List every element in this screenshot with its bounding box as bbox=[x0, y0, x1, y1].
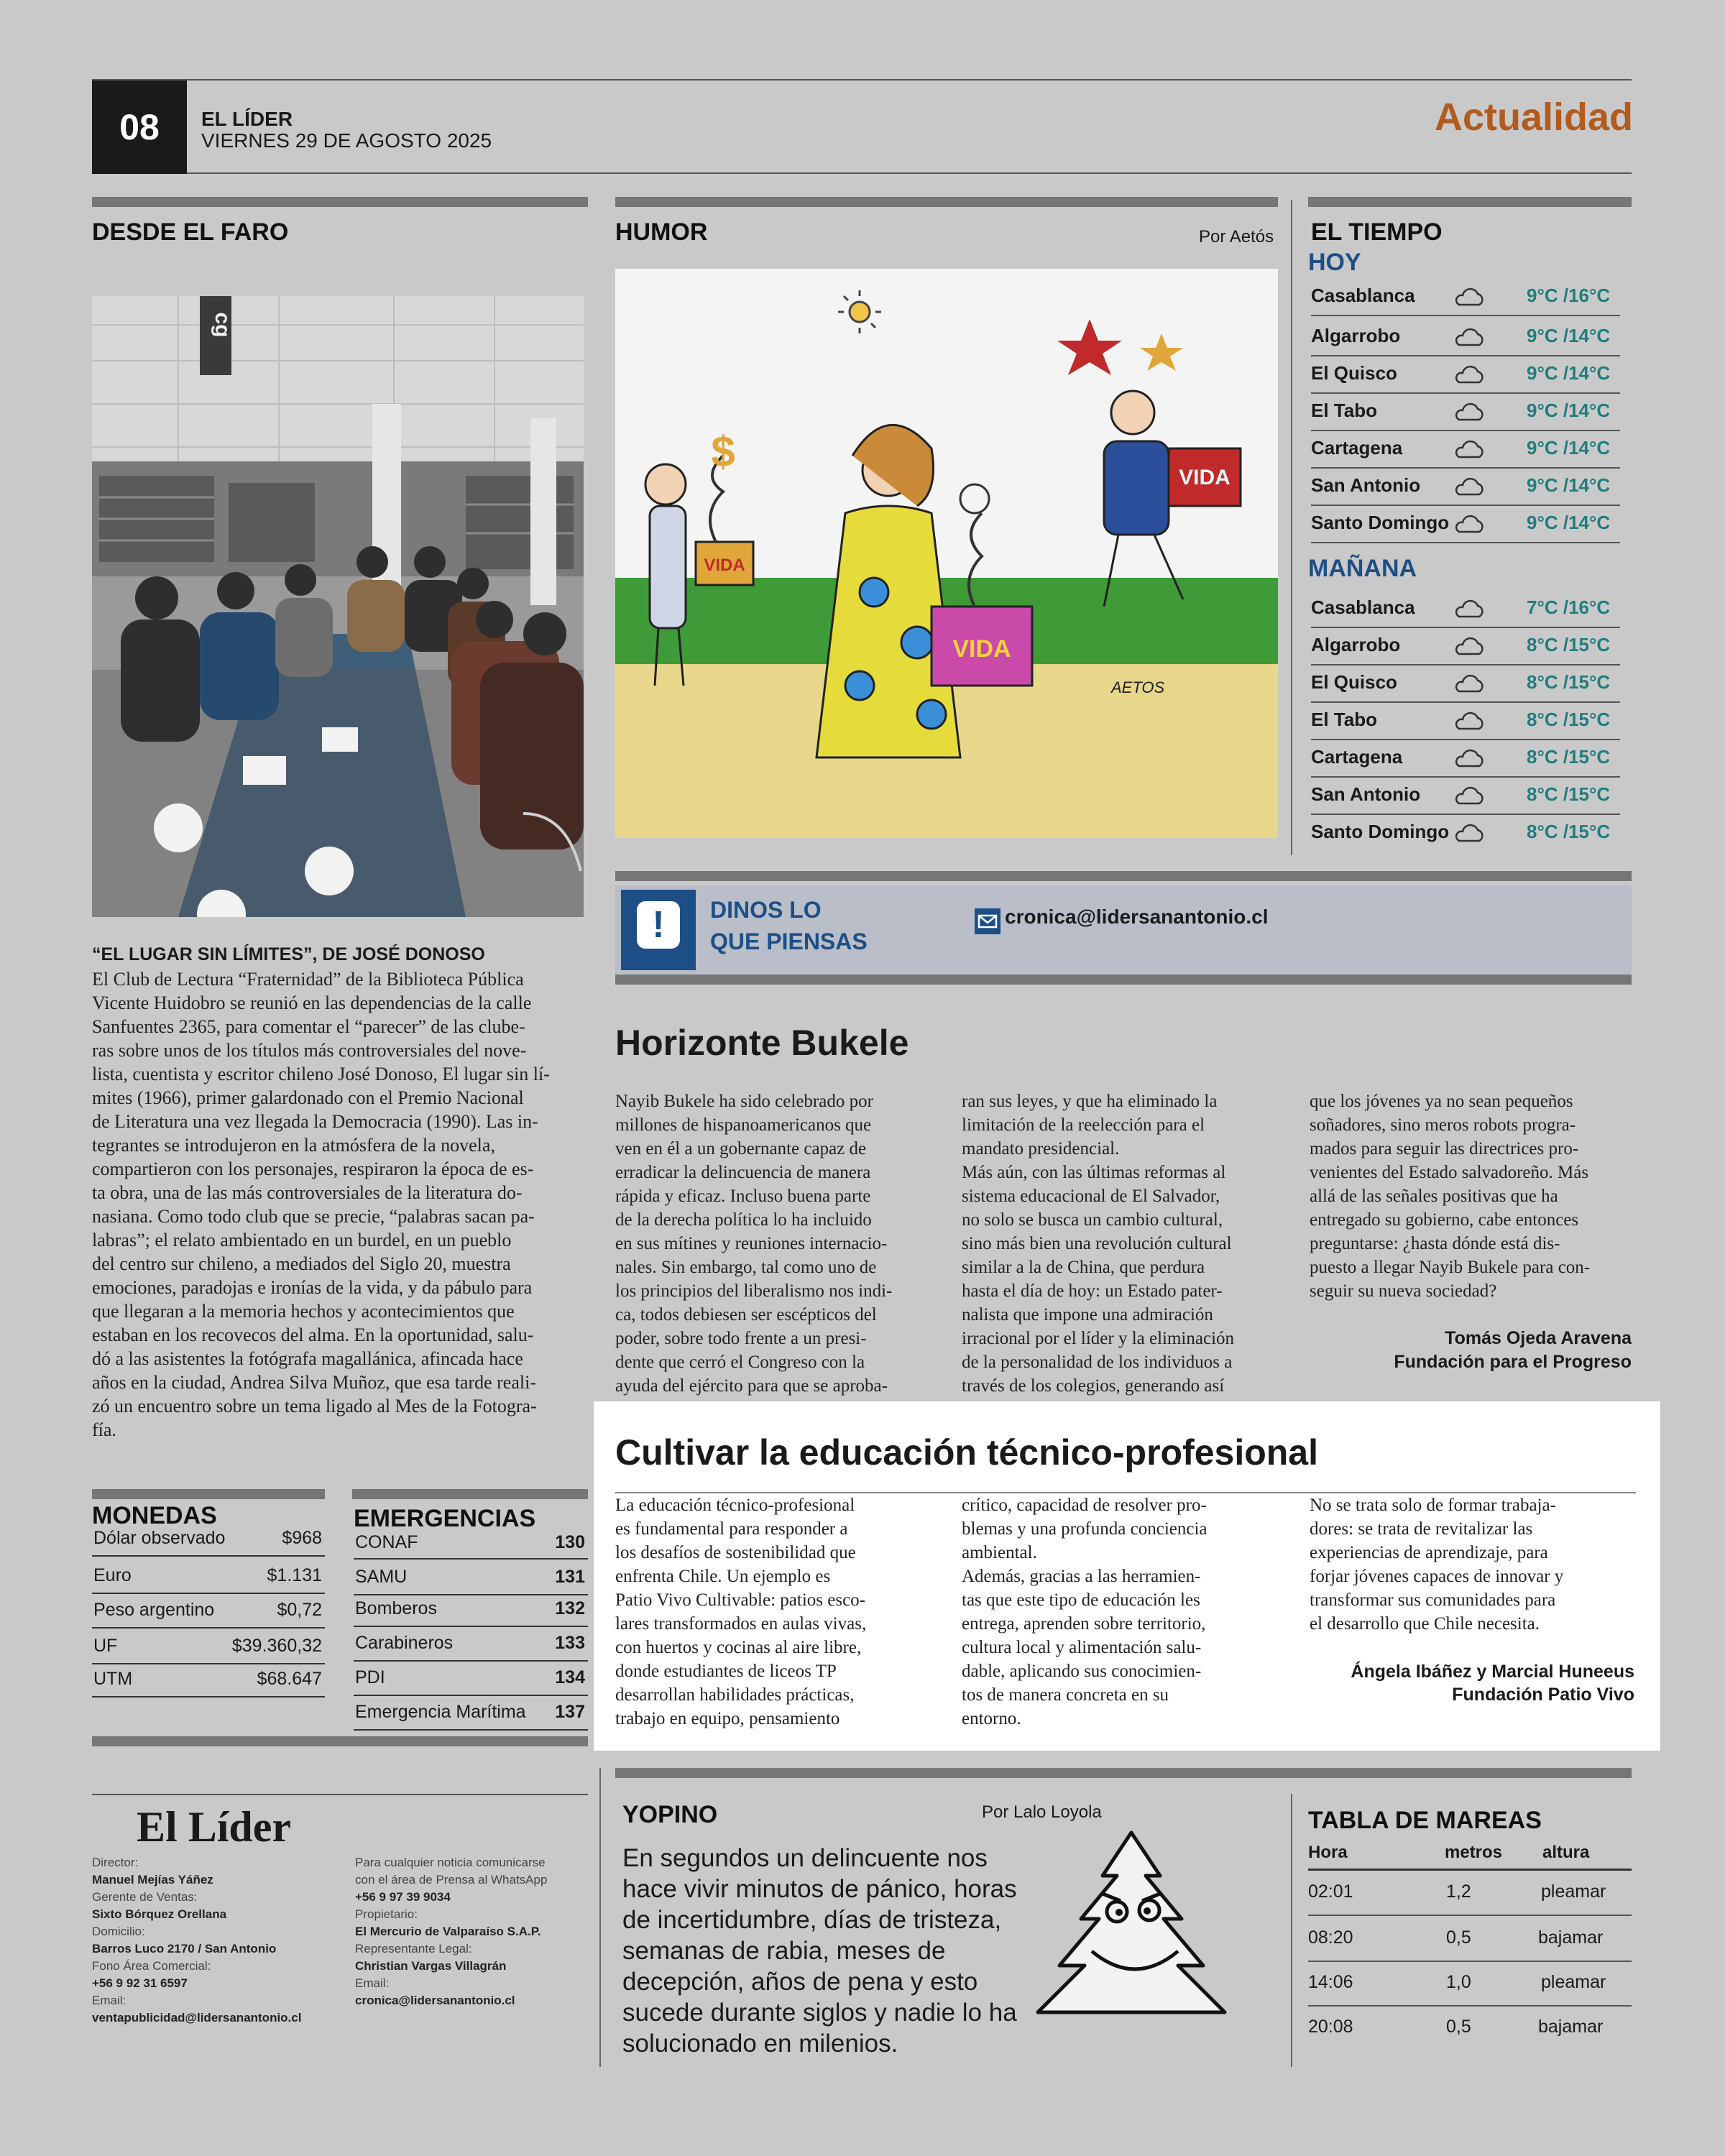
yopino-line: En segundos un delincuente nos bbox=[622, 1844, 988, 1872]
weather-row bbox=[1311, 628, 1620, 665]
cloud-icon bbox=[1452, 286, 1486, 308]
emergencias-row bbox=[354, 1662, 588, 1696]
weather-row bbox=[1311, 506, 1620, 543]
educacion-line: trabajo en equipo, pensamiento bbox=[615, 1709, 840, 1728]
bukele-line: través de los colegios, generando así bbox=[962, 1376, 1225, 1396]
faro-line: lista, cuentista y escritor chileno José Donoso, El lugar sin lí- bbox=[92, 1064, 550, 1084]
tide-level: bajamar bbox=[1538, 1927, 1604, 1948]
educacion-line: crítico, capacidad de resolver pro- bbox=[962, 1496, 1207, 1515]
svg-text:cg: cg bbox=[211, 312, 234, 338]
bukele-line: limitación de la reelección para el bbox=[962, 1115, 1205, 1135]
weather-city: Algarrobo bbox=[1311, 325, 1401, 346]
emergencias-row bbox=[354, 1561, 588, 1595]
header-top-rule bbox=[92, 79, 1632, 80]
weather-row bbox=[1311, 778, 1620, 815]
staff-right bbox=[355, 1854, 592, 2009]
tide-level: pleamar bbox=[1541, 1881, 1606, 1902]
faro-line: dó a las asistentes la fotógrafa magallánica, afincada hace bbox=[92, 1348, 523, 1369]
bukele-line: irracional por el líder y la eliminación bbox=[962, 1329, 1235, 1348]
faro-line: emociones, paradojas e ironías de la vida, y da pábulo para bbox=[92, 1277, 533, 1298]
staff-intro: Para cualquier noticia comunicarse bbox=[355, 1856, 546, 1869]
weather-city: El Quisco bbox=[1311, 671, 1397, 693]
bukele-line: que los jóvenes ya no sean pequeños bbox=[1310, 1092, 1573, 1111]
educacion-line: es fundamental para responder a bbox=[615, 1519, 848, 1539]
weather-city: Casablanca bbox=[1311, 285, 1415, 306]
cloud-icon bbox=[1452, 326, 1486, 348]
faro-line: estaban en los recovecos del alma. En la oportunidad, salu- bbox=[92, 1325, 534, 1345]
currency-label: Peso argentino bbox=[93, 1600, 215, 1620]
tide-hour: 14:06 bbox=[1308, 1972, 1353, 1992]
yopino-body bbox=[622, 1843, 1025, 2059]
emergencias-row bbox=[354, 1627, 588, 1662]
cloud-icon bbox=[1452, 710, 1486, 732]
tide-meters: 1,2 bbox=[1446, 1881, 1471, 1902]
emergency-number: 132 bbox=[555, 1598, 585, 1618]
faro-line: mites (1966), primer galardonado con el Premio Nacional bbox=[92, 1087, 524, 1108]
weather-row bbox=[1311, 319, 1620, 356]
dinos-line1: DINOS LO bbox=[710, 897, 822, 923]
weather-temp: 9°C /16°C bbox=[1527, 285, 1611, 306]
educacion-col2 bbox=[962, 1493, 1278, 1731]
yopino-line: de incertidumbre, días de tristeza, bbox=[622, 1906, 1002, 1934]
bukele-line: los principios del liberalismo nos indi- bbox=[615, 1281, 893, 1301]
weather-temp: 8°C /15°C bbox=[1527, 783, 1611, 805]
faro-line: labras”; el relato ambientado en un burdel, en un pueblo bbox=[92, 1230, 512, 1250]
bukele-line: preguntarse: ¿hasta dónde está dis- bbox=[1310, 1234, 1560, 1253]
bukele-author: Tomás Ojeda Aravena bbox=[1445, 1328, 1632, 1348]
bukele-title: Horizonte Bukele bbox=[615, 1023, 909, 1063]
bukele-line: ca, todos debiesen ser escépticos del bbox=[615, 1305, 877, 1325]
faro-top-bar bbox=[92, 197, 588, 207]
monedas-row bbox=[92, 1594, 325, 1628]
mail-icon bbox=[975, 908, 1000, 934]
weather-temp: 8°C /15°C bbox=[1527, 746, 1611, 768]
bukele-line: nales. Sin embargo, tal como uno de bbox=[615, 1258, 877, 1277]
faro-line: El Club de Lectura “Fraternidad” de la Biblioteca Pública bbox=[92, 969, 524, 990]
dinos-top-bar bbox=[615, 871, 1632, 881]
staff-intro: con el área de Prensa al WhatsApp bbox=[355, 1873, 548, 1886]
bukele-line: ayuda del ejército para que se aproba- bbox=[615, 1376, 888, 1396]
faro-line: fía. bbox=[92, 1419, 116, 1440]
staff-rule bbox=[92, 1794, 588, 1795]
monedas-row bbox=[92, 1663, 325, 1697]
weather-top-bar bbox=[1308, 197, 1632, 207]
weather-city: Cartagena bbox=[1311, 746, 1403, 768]
monedas-row bbox=[92, 1560, 325, 1594]
staff-label: Director: bbox=[92, 1856, 139, 1869]
educacion-line: tos de manera concreta en su bbox=[962, 1685, 1169, 1705]
weather-city: Casablanca bbox=[1311, 596, 1415, 618]
weather-temp: 9°C /14°C bbox=[1527, 400, 1611, 421]
emergencias-top-bar bbox=[352, 1489, 588, 1499]
faro-body bbox=[92, 967, 586, 1442]
yopino-line: sucede durante siglos y nadie lo ha bbox=[622, 1999, 1017, 2027]
bottom-bar bbox=[615, 1768, 1632, 1778]
educacion-line: dable, aplicando sus conocimien- bbox=[962, 1662, 1202, 1681]
monedas-row bbox=[92, 1630, 325, 1664]
educacion-line: transformar sus comunidades para bbox=[1310, 1590, 1556, 1610]
yopino-title: YOPINO bbox=[622, 1801, 718, 1828]
lower-left-bar bbox=[92, 1736, 588, 1746]
weather-temp: 8°C /15°C bbox=[1527, 821, 1611, 842]
currency-label: UTM bbox=[93, 1669, 133, 1689]
educacion-line: lares transformados en aulas vivas, bbox=[615, 1614, 867, 1634]
faro-line: ta obra, una de las más controversiales de la literatura do- bbox=[92, 1182, 523, 1203]
faro-line: nasiana. Como todo club que se precie, “palabras sacan pa- bbox=[92, 1206, 535, 1227]
faro-line: compartieron con los personajes, respiraron la época de es- bbox=[92, 1158, 534, 1179]
yopino-byline: Por Lalo Loyola bbox=[982, 1802, 1102, 1822]
educacion-col1 bbox=[615, 1493, 932, 1731]
emergencias-title: EMERGENCIAS bbox=[354, 1505, 536, 1532]
weather-divider bbox=[1291, 200, 1292, 855]
cloud-icon bbox=[1452, 598, 1486, 619]
yopino-line: semanas de rabia, meses de bbox=[622, 1937, 946, 1965]
staff-label: Email: bbox=[92, 1994, 126, 2007]
currency-value: $1.131 bbox=[267, 1565, 322, 1585]
bukele-line: poder, sobre todo frente a un presi- bbox=[615, 1329, 867, 1348]
cloud-icon bbox=[1452, 635, 1486, 657]
book-club-photo bbox=[92, 296, 584, 917]
staff-value: Barros Luco 2170 / San Antonio bbox=[92, 1942, 277, 1955]
currency-label: Euro bbox=[93, 1565, 132, 1585]
monedas-title: MONEDAS bbox=[92, 1502, 217, 1529]
emergency-label: Carabineros bbox=[355, 1633, 454, 1653]
staff-email-link[interactable]: ventapublicidad@lidersanantonio.cl bbox=[92, 2011, 302, 2024]
header-bottom-rule bbox=[187, 172, 1632, 174]
educacion-line: dores: se trata de revitalizar las bbox=[1310, 1519, 1533, 1539]
page-number: 08 bbox=[92, 80, 187, 174]
weather-row bbox=[1311, 665, 1620, 703]
emergency-number: 130 bbox=[555, 1532, 585, 1552]
svg-text:AETOS: AETOS bbox=[1111, 678, 1165, 696]
weather-title: EL TIEMPO bbox=[1311, 218, 1443, 246]
educacion-line: donde estudiantes de liceos TP bbox=[615, 1662, 837, 1681]
mareas-col-hora: Hora bbox=[1308, 1843, 1348, 1862]
faro-line: Vicente Huidobro se reunió en las dependencias de la calle bbox=[92, 992, 532, 1013]
bukele-line: rápida y eficaz. Incluso buena parte bbox=[615, 1187, 871, 1206]
educacion-line: entrega, aprenden sobre territorio, bbox=[962, 1614, 1206, 1634]
bukele-line: sistema educacional de El Salvador, bbox=[962, 1187, 1220, 1206]
currency-label: Dólar observado bbox=[93, 1528, 226, 1548]
bukele-line: millones de hispanoamericanos que bbox=[615, 1115, 872, 1135]
weather-row bbox=[1311, 394, 1620, 431]
educacion-line: blemas y una profunda conciencia bbox=[962, 1519, 1208, 1539]
currency-value: $39.360,32 bbox=[231, 1636, 322, 1656]
bukele-line: entregado su gobierno, cabe entonces bbox=[1310, 1210, 1579, 1230]
bukele-line: sino más bien una revolución cultural bbox=[962, 1234, 1232, 1253]
cloud-icon bbox=[1452, 438, 1486, 460]
staff-value: Christian Vargas Villagrán bbox=[355, 1959, 507, 1973]
tide-hour: 08:20 bbox=[1308, 1927, 1353, 1948]
weather-temp: 9°C /14°C bbox=[1527, 325, 1611, 346]
emergency-label: PDI bbox=[355, 1667, 385, 1687]
yopino-line: hace vivir minutos de pánico, horas bbox=[622, 1875, 1017, 1903]
educacion-line: experiencias de aprendizaje, para bbox=[1310, 1543, 1548, 1562]
emergencias-row bbox=[354, 1593, 588, 1627]
dinos-bottom-bar bbox=[615, 975, 1632, 985]
cloud-icon bbox=[1452, 785, 1486, 806]
weather-city: Algarrobo bbox=[1311, 634, 1401, 655]
tide-meters: 1,0 bbox=[1446, 1972, 1471, 1992]
weather-temp: 9°C /14°C bbox=[1527, 474, 1611, 496]
weather-temp: 8°C /15°C bbox=[1527, 634, 1611, 655]
bukele-line: no solo se busca un cambio cultural, bbox=[962, 1210, 1223, 1230]
svg-text:VIDA: VIDA bbox=[1179, 466, 1230, 489]
section-name: Actualidad bbox=[1434, 96, 1633, 139]
faro-line: Sanfuentes 2365, para comentar el “parecer” de las clube- bbox=[92, 1016, 525, 1037]
currency-value: $0,72 bbox=[277, 1600, 322, 1620]
tide-level: bajamar bbox=[1538, 2017, 1604, 2037]
dinos-banner bbox=[615, 885, 1632, 975]
faro-line: tegrantes se introdujeron en la atmósfera de la novela, bbox=[92, 1135, 495, 1156]
educacion-line: enfrenta Chile. Un ejemplo es bbox=[615, 1567, 831, 1586]
educacion-org: Fundación Patio Vivo bbox=[1452, 1685, 1634, 1705]
weather-temp: 8°C /15°C bbox=[1527, 709, 1611, 730]
humor-section-title: HUMOR bbox=[615, 218, 708, 246]
weather-city: Santo Domingo bbox=[1311, 512, 1450, 533]
cloud-icon bbox=[1452, 476, 1486, 497]
bukele-line: puesto a llegar Nayib Bukele para con- bbox=[1310, 1258, 1591, 1277]
svg-text:VIDA: VIDA bbox=[952, 635, 1011, 663]
weather-temp: 7°C /16°C bbox=[1527, 596, 1611, 618]
educacion-line: los desafíos de sostenibilidad que bbox=[615, 1543, 856, 1562]
emergency-label: Emergencia Marítima bbox=[355, 1702, 526, 1722]
weather-temp: 8°C /15°C bbox=[1527, 671, 1611, 693]
tide-level: pleamar bbox=[1541, 1972, 1606, 1992]
staff-label: Gerente de Ventas: bbox=[92, 1890, 198, 1904]
bukele-col3 bbox=[1310, 1089, 1633, 1303]
mareas-col-metros: metros bbox=[1445, 1843, 1503, 1862]
svg-text:VIDA: VIDA bbox=[704, 556, 745, 575]
cloud-icon bbox=[1452, 364, 1486, 385]
tide-meters: 0,5 bbox=[1446, 1927, 1471, 1948]
weather-temp: 9°C /14°C bbox=[1527, 512, 1611, 533]
weather-row bbox=[1311, 356, 1620, 394]
bukele-line: dente que cerró el Congreso con la bbox=[615, 1353, 865, 1372]
educacion-line: La educación técnico-profesional bbox=[615, 1496, 855, 1515]
emergencias-row bbox=[354, 1529, 588, 1560]
staff-label: Fono Área Comercial: bbox=[92, 1959, 211, 1973]
dinos-line2: QUE PIENSAS bbox=[710, 929, 868, 954]
faro-section-title: DESDE EL FARO bbox=[92, 218, 289, 246]
educacion-line: ambiental. bbox=[962, 1543, 1037, 1562]
educacion-line: Además, gracias a las herramien- bbox=[962, 1567, 1201, 1586]
mareas-col-altura: altura bbox=[1542, 1843, 1590, 1862]
weather-row bbox=[1311, 703, 1620, 740]
bukele-org: Fundación para el Progreso bbox=[1394, 1352, 1632, 1372]
cloud-icon bbox=[1452, 673, 1486, 694]
currency-value: $968 bbox=[282, 1528, 322, 1548]
issue-date: VIERNES 29 DE AGOSTO 2025 bbox=[201, 129, 492, 152]
emergency-number: 134 bbox=[555, 1667, 585, 1687]
humor-top-bar bbox=[615, 197, 1278, 207]
faro-headline: “EL LUGAR SIN LÍMITES”, DE JOSÉ DONOSO bbox=[92, 944, 485, 964]
educacion-line: tas que este tipo de educación les bbox=[962, 1590, 1200, 1610]
weather-city: Cartagena bbox=[1311, 437, 1403, 459]
emergency-number: 137 bbox=[555, 1702, 585, 1722]
mareas-row bbox=[1308, 1917, 1632, 1962]
staff-left bbox=[92, 1854, 336, 2027]
bukele-line: venientes del Estado salvadoreño. Más bbox=[1310, 1163, 1589, 1182]
weather-city: El Tabo bbox=[1311, 709, 1377, 730]
weather-city: Santo Domingo bbox=[1311, 821, 1450, 842]
faro-line: zó un encuentro sobre un tema ligado al Mes de la Fotogra- bbox=[92, 1396, 537, 1416]
bukele-line: allá de las señales positivas que ha bbox=[1310, 1187, 1558, 1206]
bukele-line: erradicar la delincuencia de manera bbox=[615, 1163, 871, 1182]
cloud-icon bbox=[1452, 401, 1486, 423]
bukele-line: Más aún, con las últimas reformas al bbox=[962, 1163, 1226, 1182]
educacion-col3 bbox=[1310, 1493, 1633, 1636]
bukele-line: hasta el día de hoy: un Estado pater- bbox=[962, 1281, 1223, 1301]
bukele-col2 bbox=[962, 1089, 1278, 1398]
staff-label: Email: bbox=[355, 1976, 390, 1990]
book-club-illustration bbox=[92, 296, 584, 917]
bukele-line: similar a la de China, que perdura bbox=[962, 1258, 1205, 1277]
weather-row bbox=[1311, 815, 1620, 851]
bukele-line: ven en él a un gobernante capaz de bbox=[615, 1139, 867, 1158]
educacion-title: Cultivar la educación técnico-profesional bbox=[615, 1432, 1319, 1473]
staff-email-link[interactable]: cronica@lidersanantonio.cl bbox=[355, 1994, 515, 2007]
monedas-top-bar bbox=[92, 1489, 325, 1499]
staff-value: Manuel Mejías Yáñez bbox=[92, 1873, 213, 1886]
bukele-line: Nayib Bukele ha sido celebrado por bbox=[615, 1092, 873, 1111]
faro-line: ras sobre unos de los títulos más controversiales del nove- bbox=[92, 1040, 527, 1061]
educacion-line: forjar jóvenes capaces de innovar y bbox=[1310, 1567, 1564, 1586]
cloud-icon bbox=[1452, 747, 1486, 769]
masthead-logo: El Líder bbox=[137, 1803, 292, 1851]
mareas-title: TABLA DE MAREAS bbox=[1308, 1807, 1542, 1834]
emergency-label: SAMU bbox=[355, 1567, 408, 1587]
mareas-header bbox=[1308, 1840, 1632, 1871]
staff-value: Sixto Bórquez Orellana bbox=[92, 1907, 227, 1921]
cloud-icon bbox=[1452, 822, 1486, 844]
humor-cartoon bbox=[615, 269, 1278, 838]
educacion-line: Patio Vivo Cultivable: patios esco- bbox=[615, 1590, 865, 1610]
faro-line: años en la ciudad, Andrea Silva Muñoz, que esa tarde reali- bbox=[92, 1372, 536, 1393]
faro-line: de Literatura una vez llegada la Democracia (1990). Las in- bbox=[92, 1111, 538, 1132]
mareas-row bbox=[1308, 1962, 1632, 2007]
cartoon-illustration bbox=[615, 269, 1278, 838]
tide-meters: 0,5 bbox=[1446, 2017, 1471, 2037]
staff-value: +56 9 92 31 6597 bbox=[92, 1976, 188, 1990]
bukele-line: de la derecha política lo ha incluido bbox=[615, 1210, 872, 1230]
mareas-row bbox=[1308, 1871, 1632, 1916]
emergency-number: 133 bbox=[555, 1633, 585, 1653]
cloud-icon bbox=[1452, 513, 1486, 535]
currency-label: UF bbox=[93, 1636, 118, 1656]
currency-value: $68.647 bbox=[257, 1669, 322, 1689]
weather-row bbox=[1311, 469, 1620, 506]
paper-name: EL LÍDER bbox=[201, 108, 293, 130]
bukele-line: de la personalidad de los individuos a bbox=[962, 1353, 1233, 1372]
staff-whatsapp: +56 9 97 39 9034 bbox=[355, 1890, 451, 1904]
weather-city: El Tabo bbox=[1311, 400, 1377, 421]
bukele-line: mados para seguir las directrices pro- bbox=[1310, 1139, 1579, 1158]
emergency-label: Bomberos bbox=[355, 1598, 437, 1618]
humor-byline: Por Aetós bbox=[1199, 227, 1274, 247]
yopino-line: solucionado en milenios. bbox=[622, 2030, 898, 2058]
weather-row bbox=[1311, 740, 1620, 778]
yopino-left-divider bbox=[599, 1768, 601, 2067]
bukele-line: en sus mítines y reuniones internacio- bbox=[615, 1234, 888, 1253]
educacion-line: No se trata solo de formar trabaja- bbox=[1310, 1496, 1556, 1515]
bukele-col1 bbox=[615, 1089, 932, 1398]
svg-text:$: $ bbox=[711, 428, 735, 476]
weather-city: San Antonio bbox=[1311, 783, 1421, 805]
educacion-article bbox=[594, 1401, 1660, 1751]
weather-city: San Antonio bbox=[1311, 474, 1421, 496]
emergency-number: 131 bbox=[555, 1567, 585, 1587]
educacion-line: con huertos y cocinas al aire libre, bbox=[615, 1638, 862, 1657]
tide-hour: 20:08 bbox=[1308, 2017, 1353, 2037]
bukele-line: seguir su nueva sociedad? bbox=[1310, 1281, 1497, 1301]
bukele-line: mandato presidencial. bbox=[962, 1139, 1120, 1158]
pine-tree-character-icon bbox=[1024, 1825, 1239, 2027]
educacion-author: Ángela Ibáñez y Marcial Huneeus bbox=[1351, 1662, 1634, 1682]
weather-row bbox=[1311, 591, 1620, 628]
staff-label: Representante Legal: bbox=[355, 1942, 472, 1955]
educacion-line: entorno. bbox=[962, 1709, 1021, 1728]
staff-label: Propietario: bbox=[355, 1907, 418, 1921]
emergency-label: CONAF bbox=[355, 1532, 418, 1552]
mareas-row bbox=[1308, 2007, 1632, 2050]
dinos-email-link[interactable]: cronica@lidersanantonio.cl bbox=[1005, 906, 1269, 928]
educacion-line: desarrollan habilidades prácticas, bbox=[615, 1685, 855, 1705]
yopino-line: decepción, años de pena y esto bbox=[622, 1968, 978, 1996]
monedas-row bbox=[92, 1522, 325, 1557]
bukele-line: nalista que impone una admiración bbox=[962, 1305, 1213, 1325]
exclamation-icon: ! bbox=[621, 890, 696, 970]
faro-line: que llegaran a la memoria hechos y acontecimientos que bbox=[92, 1301, 515, 1322]
weather-temp: 9°C /14°C bbox=[1527, 362, 1611, 384]
bukele-line: ran sus leyes, y que ha eliminado la bbox=[962, 1092, 1218, 1111]
educacion-line: el desarrollo que Chile necesita. bbox=[1310, 1614, 1540, 1634]
weather-row bbox=[1311, 279, 1620, 316]
faro-line: del centro sur chileno, a mediados del Siglo 20, muestra bbox=[92, 1253, 511, 1274]
educacion-line: cultura local y alimentación salu- bbox=[962, 1638, 1202, 1657]
bukele-line: soñadores, sino meros robots progra- bbox=[1310, 1115, 1576, 1135]
weather-temp: 9°C /14°C bbox=[1527, 437, 1611, 459]
weather-tomorrow-label: MAÑANA bbox=[1308, 555, 1417, 582]
weather-row bbox=[1311, 431, 1620, 469]
emergencias-row bbox=[354, 1696, 588, 1731]
staff-label: Domicilio: bbox=[92, 1925, 145, 1938]
staff-value: El Mercurio de Valparaíso S.A.P. bbox=[355, 1925, 541, 1938]
weather-city: El Quisco bbox=[1311, 362, 1397, 384]
mareas-divider bbox=[1291, 1794, 1292, 2067]
tide-hour: 02:01 bbox=[1308, 1881, 1353, 1902]
weather-today-label: HOY bbox=[1308, 249, 1361, 276]
